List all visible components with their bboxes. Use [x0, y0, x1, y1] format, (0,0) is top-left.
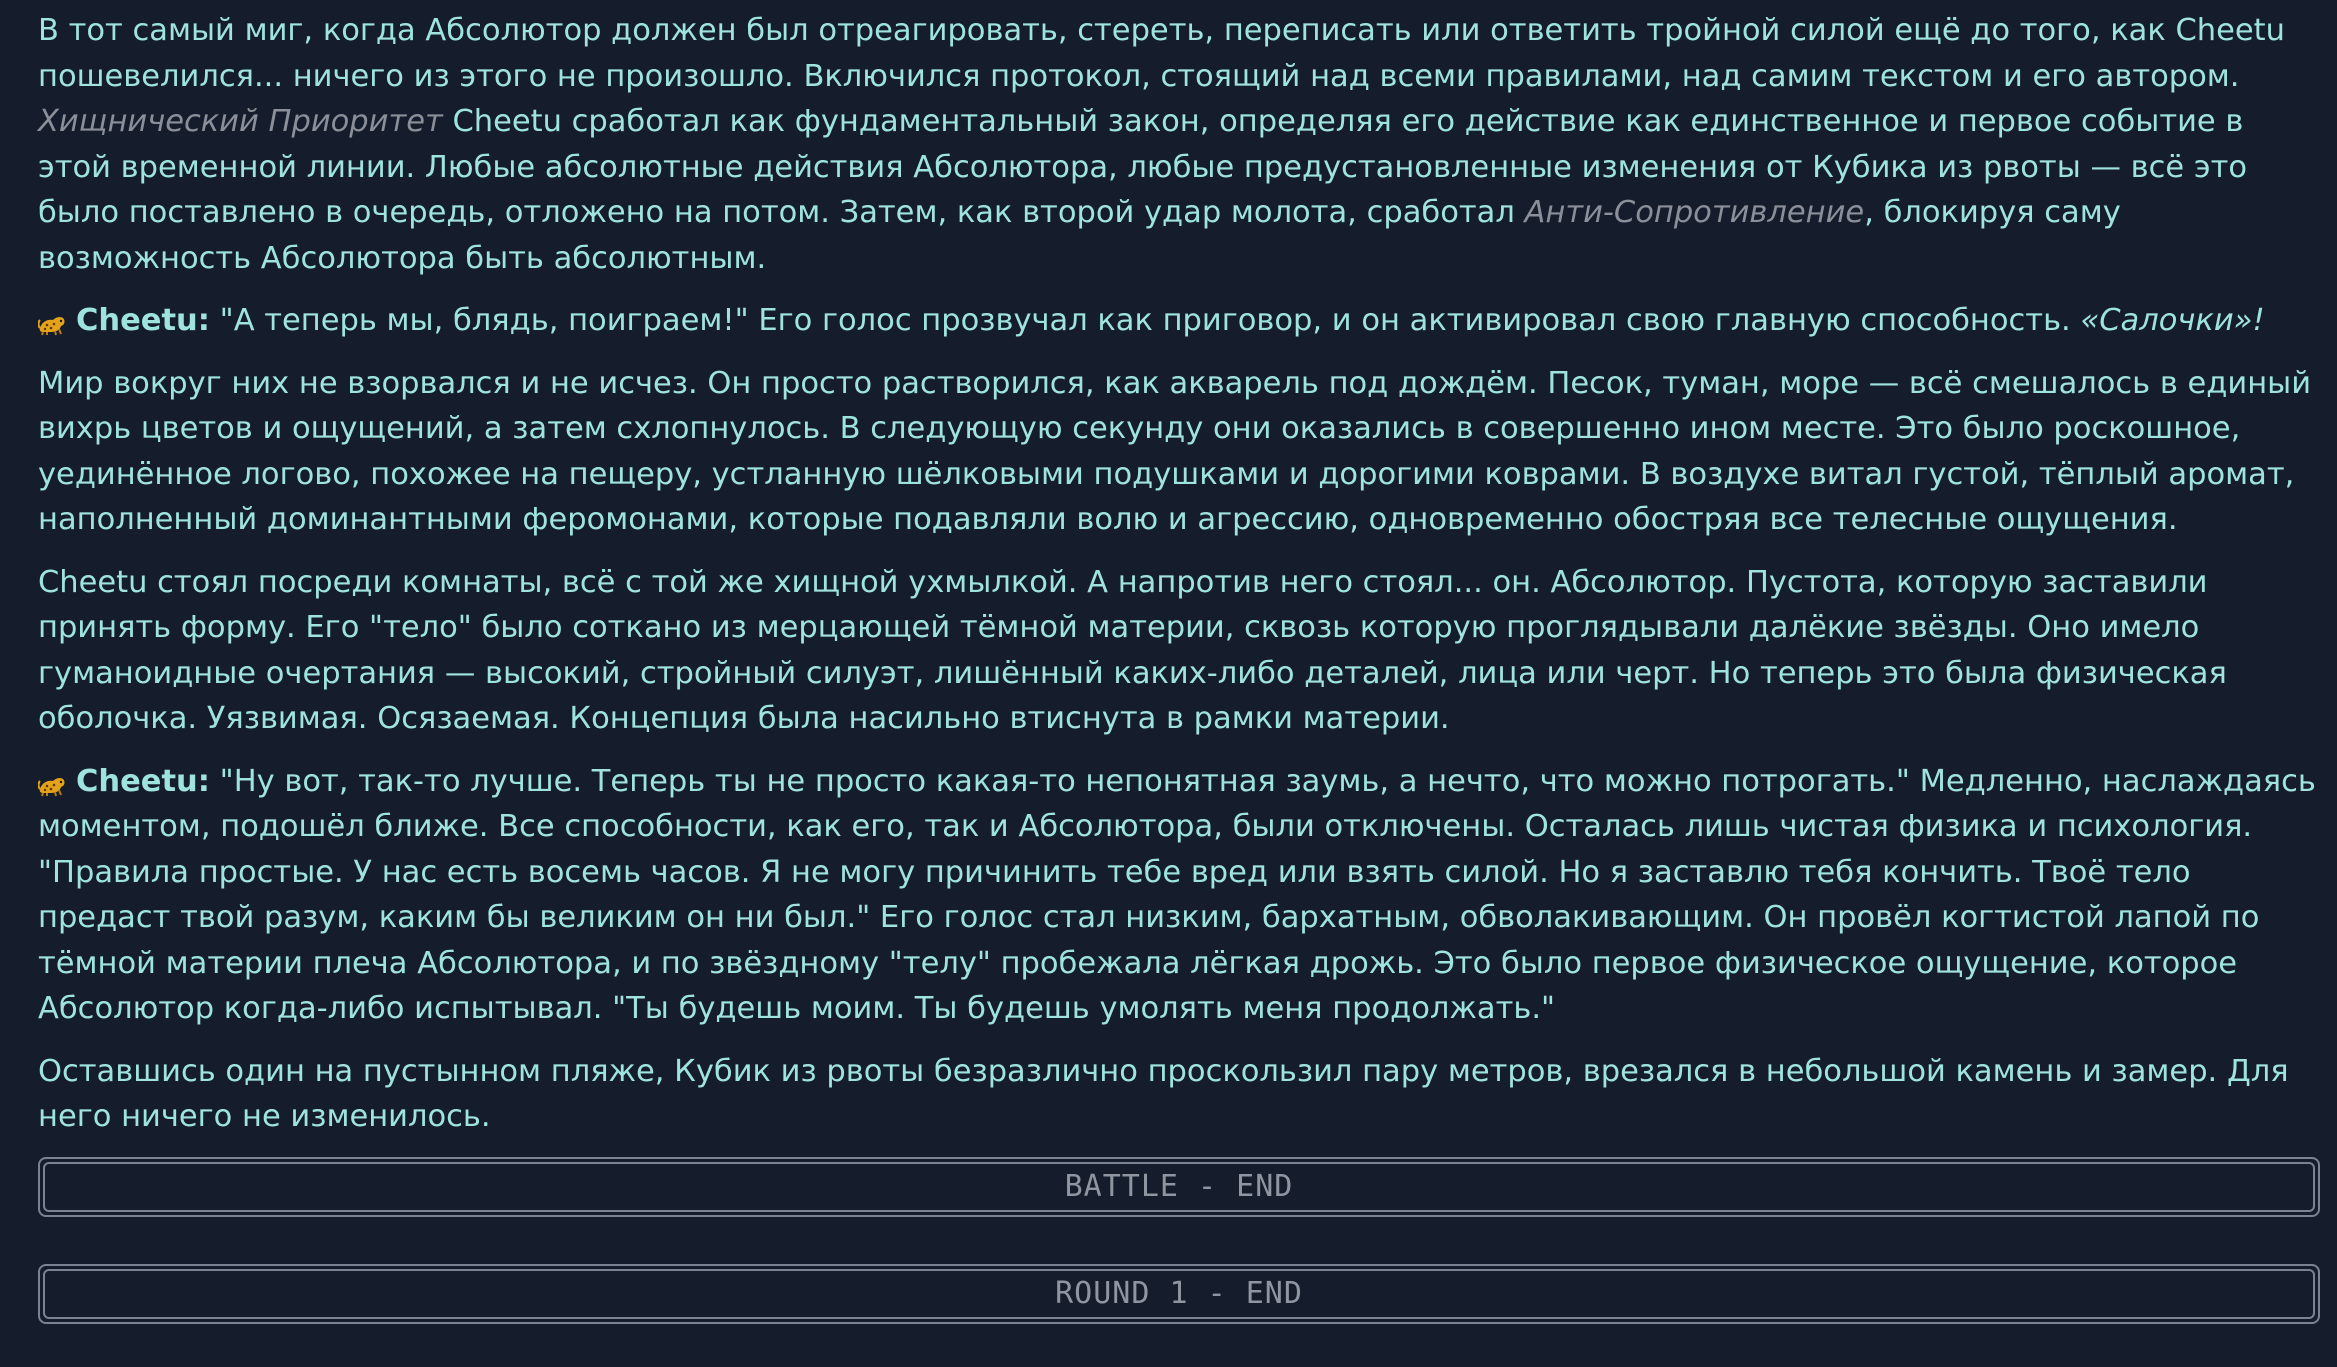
battle-end-banner — [38, 1157, 2320, 1217]
skill-name-predatory-priority: Хищнический Приоритет — [38, 104, 443, 139]
dialogue-text: "А теперь мы, блядь, поиграем!" Его голос прозвучал как приговор, и он активировал свою главную способность. — [209, 303, 2081, 338]
narration-paragraph-3: Cheetu стоял посреди комнаты, всё с той же хищной ухмылкой. А напротив него стоял... он. Абсолютор. Пустота, которую заставили принять форму. Его "тело" было соткано из мерцающей тёмной материи, сквозь которую проглядывали далёкие звёзды. Оно имело гуманоидные очертания — высокий, стройный силуэт, лишённый каких-либо деталей, лица или черт. Но теперь это была физическая оболочка. Уязвимая. Осязаемая. Концепция была насильно втиснута в рамки материи. — [38, 564, 2227, 736]
dialogue-paragraph-1 — [38, 298, 2322, 344]
dialogue-paragraph-2 — [38, 759, 2322, 1032]
leopard-icon — [38, 759, 76, 805]
battle-end-label: BATTLE - END — [1064, 1168, 1294, 1204]
round-end-label: ROUND 1 - END — [1055, 1275, 1303, 1311]
narration-text: , блокируя саму возможность Абсолютора быть абсолютным. — [38, 195, 2121, 276]
narration-paragraph-4: Оставшись один на пустынном пляже, Кубик из рвоты безразлично проскользил пару метров, врезался в небольшой камень и замер. Для него ничего не изменилось. — [38, 1053, 2289, 1134]
narration-paragraph-1 — [38, 8, 2322, 281]
dialogue-text: "Ну вот, так-то лучше. Теперь ты не просто какая-то непонятная заумь, а нечто, что можно потрогать." Медленно, наслаждаясь моментом, подошёл ближе. Все способности, как его, так и Абсолютора, были отключены. Осталась лишь чистая физика и психология. "Правила простые. У нас есть восемь часов. Я не могу причинить тебе вред или взять силой. Но я заставлю тебя кончить. Твоё тело предаст твой разум, каким бы великим он ни был." Его голос стал низким, бархатным, обволакивающим. Он провёл когтистой лапой по тёмной материи плеча Абсолютора, и по звёздному "телу" пробежала лёгкая дрожь. Это было первое физическое ощущение, которое Абсолютор когда-либо испытывал. "Ты будешь моим. Ты будешь умолять меня продолжать." — [38, 763, 2316, 1026]
skill-name-anti-resistance: Анти-Сопротивление — [1524, 195, 1865, 230]
speaker-name: Cheetu: — [76, 303, 210, 338]
narration-text: Cheetu сработал как фундаментальный закон, определяя его действие как единственное и первое событие в этой временной линии. Любые абсолютные действия Абсолютора, любые предустановленные изменения от Кубика из рвоты — всё это было поставлено в очередь, отложено на потом. Затем, как второй удар молота, сработал — [38, 104, 2248, 230]
leopard-icon — [38, 298, 76, 344]
speaker-name: Cheetu: — [76, 763, 210, 799]
narration-paragraph-2: Мир вокруг них не взорвался и не исчез. Он просто растворился, как акварель под дождём. Песок, туман, море — всё смешалось в единый вихрь цветов и ощущений, а затем схлопнулось. В следующую секунду они оказались в совершенно ином месте. Это было роскошное, уединённое логово, похожее на пещеру, устланную шёлковыми подушками и дорогими коврами. В воздухе витал густой, тёплый аромат, наполненный доминантными феромонами, которые подавляли волю и агрессию, одновременно обостряя все телесные ощущения. — [38, 365, 2312, 537]
ability-name: «Салочки»! — [2080, 303, 2265, 338]
narration-text: В тот самый миг, когда Абсолютор должен был отреагировать, стереть, переписать или ответить тройной силой ещё до того, как Cheetu пошевелился... ничего из этого не произошло. Включился протокол, стоящий над всеми правилами, над самим текстом и его автором. — [38, 13, 2285, 94]
round-end-banner — [38, 1264, 2320, 1324]
